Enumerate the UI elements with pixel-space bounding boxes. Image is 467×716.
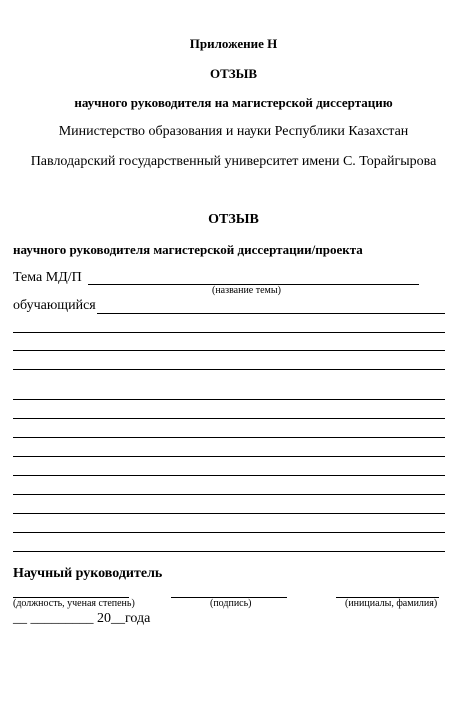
- text-line: [13, 494, 445, 495]
- text-line: [13, 350, 445, 351]
- student-line: [97, 313, 445, 314]
- text-line: [13, 418, 445, 419]
- text-line: [13, 532, 445, 533]
- topic-caption: (название темы): [212, 285, 281, 296]
- position-caption: (должность, ученая степень): [13, 598, 135, 609]
- text-line: [13, 332, 445, 333]
- form-title: ОТЗЫВ: [208, 212, 259, 227]
- header-subtitle: научного руководителя на магистерской диссертацию: [74, 95, 393, 110]
- student-label: обучающийся: [13, 298, 96, 313]
- text-line: [13, 475, 445, 476]
- form-subtitle: научного руководителя магистерской диссертации/проекта: [13, 242, 363, 257]
- supervisor-label: Научный руководитель: [13, 566, 163, 581]
- text-line: [13, 437, 445, 438]
- text-line: [13, 456, 445, 457]
- name-caption: (инициалы, фамилия): [345, 598, 438, 609]
- university-name: Павлодарский государственный университет имени С. Торайгырова: [30, 154, 437, 169]
- ministry-name: Министерство образования и науки Республики Казахстан: [58, 124, 409, 139]
- topic-label: Тема МД/П: [13, 270, 82, 285]
- date-line: __ _________ 20__года: [13, 611, 151, 626]
- header-title: ОТЗЫВ: [209, 66, 258, 81]
- signature-caption: (подпись): [210, 598, 252, 609]
- text-line: [13, 513, 445, 514]
- text-line: [13, 551, 445, 552]
- text-line: [13, 369, 445, 370]
- appendix-title: Приложение Н: [189, 36, 278, 51]
- text-line: [13, 399, 445, 400]
